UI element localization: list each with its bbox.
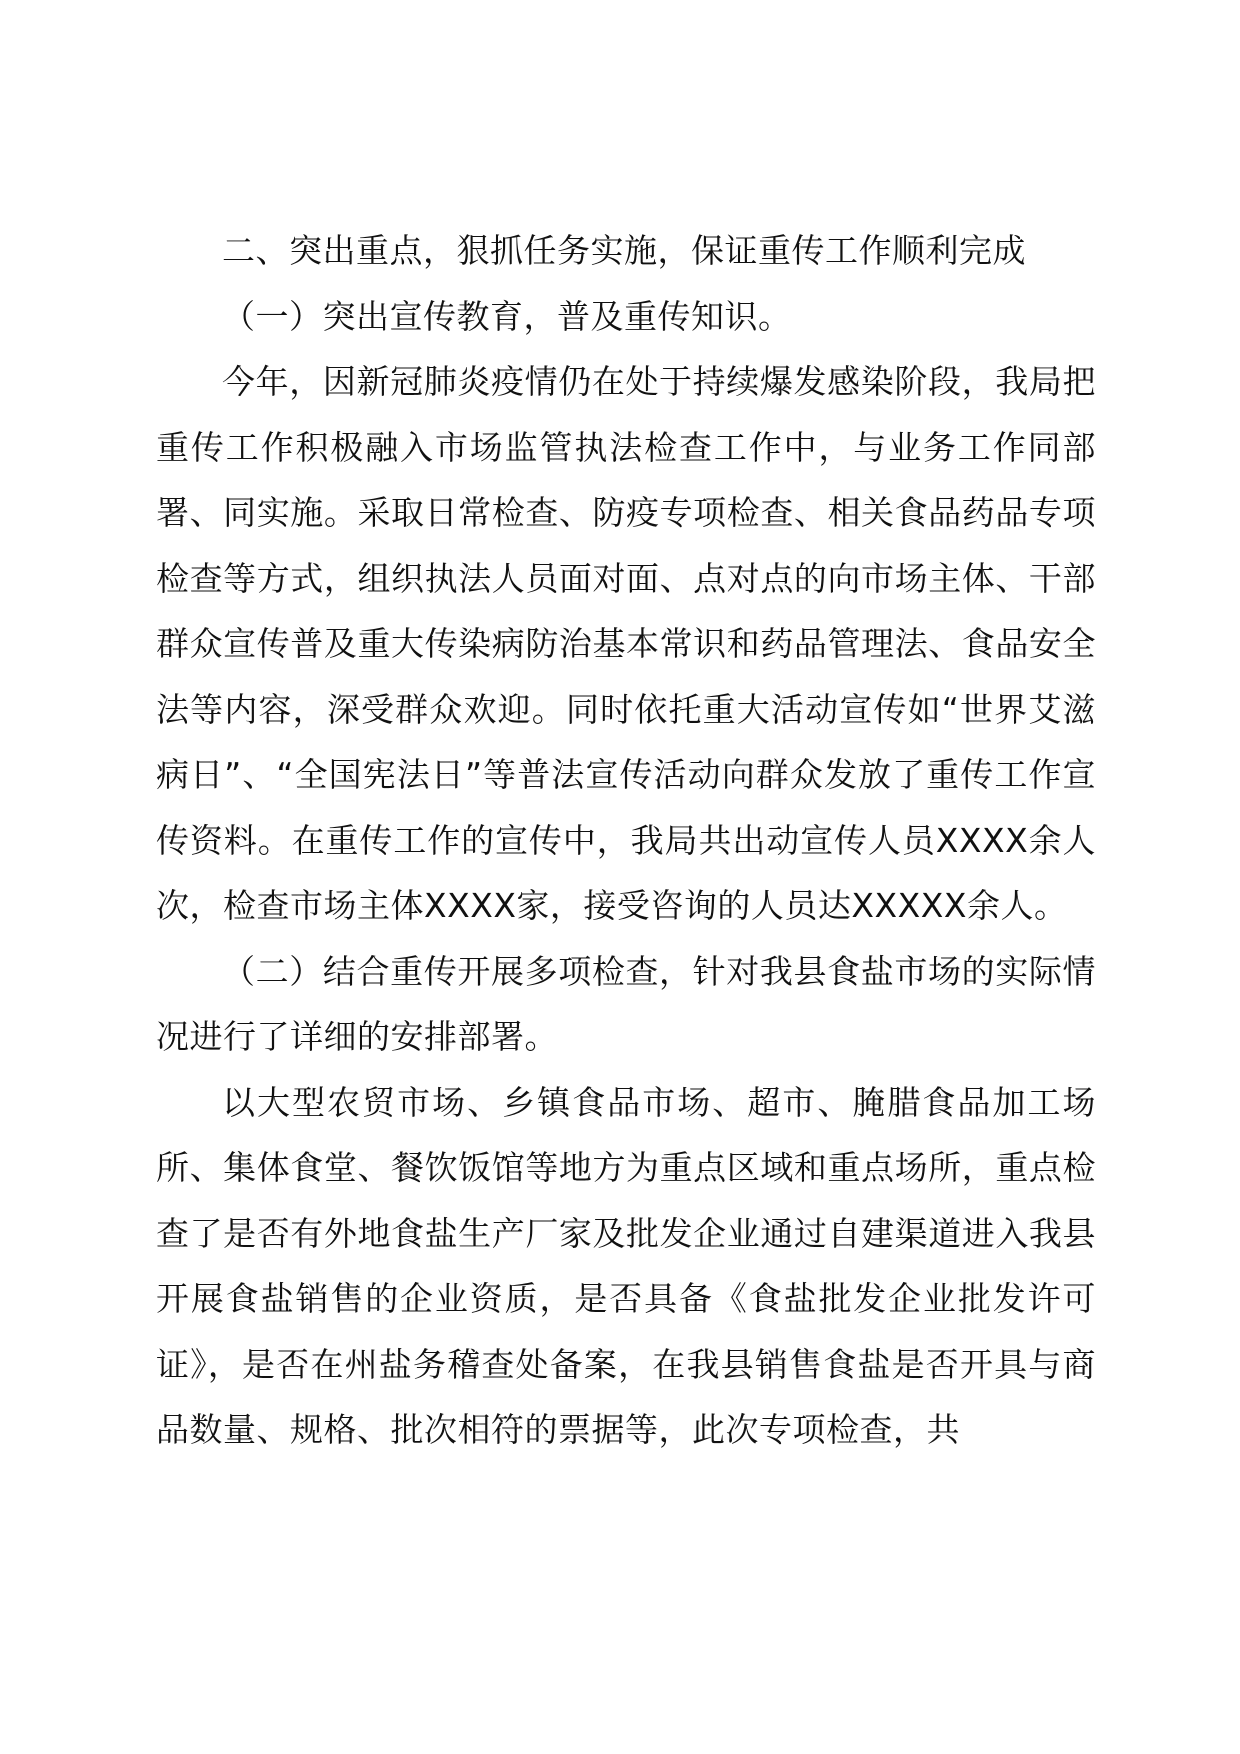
document-body: [156, 218, 1096, 1463]
subheading-inspections: （二）结合重传开展多项检查，针对我县食盐市场的实际情况进行了详细的安排部署。: [156, 951, 1096, 1056]
section-heading: 二、突出重点，狠抓任务实施，保证重传工作顺利完成: [222, 231, 1026, 270]
paragraph-publicity-work: 今年，因新冠肺炎疫情仍在处于持续爆发感染阶段，我局把重传工作积极融入市场监管执法检查工作中，与业务工作同部署、同实施。采取日常检查、防疫专项检查、相关食品药品专项检查等方式，组织执法人员面对面、点对点的向市场主体、干部群众宣传普及重大传染病防治基本常识和药品管理法、食品安全法等内容，深受群众欢迎。同时依托重大活动宣传如“世界艾滋病日”、“全国宪法日”等普法宣传活动向群众发放了重传工作宣传资料。在重传工作的宣传中，我局共出动宣传人员XXXX余人次，检查市场主体XXXX家，接受咨询的人员达XXXXX余人。: [156, 362, 1096, 925]
paragraph-salt-market-inspection: 以大型农贸市场、乡镇食品市场、超市、腌腊食品加工场所、集体食堂、餐饮饭馆等地方为重点区域和重点场所，重点检查了是否有外地食盐生产厂家及批发企业通过自建渠道进入我县开展食盐销售的企业资质，是否具备《食盐批发企业批发许可证》，是否在州盐务稽查处备案，在我县销售食盐是否开具与商品数量、规格、批次相符的票据等，此次专项检查，共: [156, 1082, 1096, 1449]
subheading-publicity-education: （一）突出宣传教育，普及重传知识。: [222, 296, 792, 336]
